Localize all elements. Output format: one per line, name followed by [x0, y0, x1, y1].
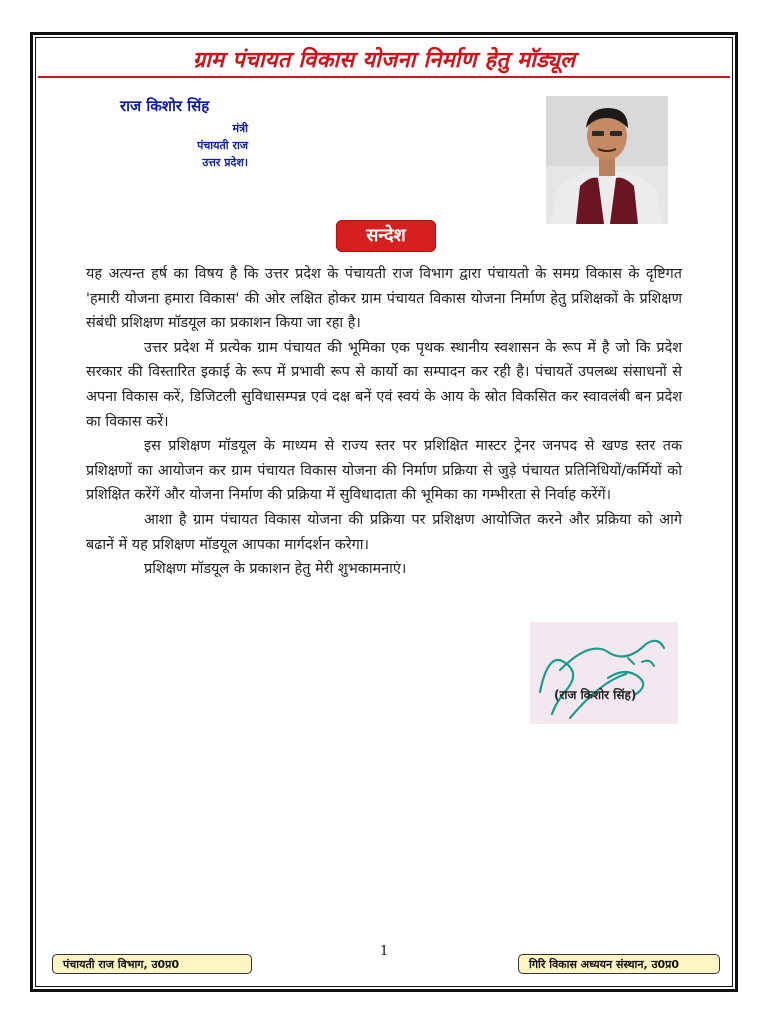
- message-body: [86, 262, 682, 582]
- footer-left-label: पंचायती राज विभाग, उ0प्र0: [52, 954, 252, 974]
- page-title: ग्राम पंचायत विकास योजना निर्माण हेतु मॉड्यूल: [192, 48, 576, 73]
- signature-scribble: [530, 622, 678, 724]
- paragraph: आशा है ग्राम पंचायत विकास योजना की प्रक्रिया पर प्रशिक्षण आयोजित करने और प्रक्रिया को आगे बढानें में यह प्रशिक्षण मॉडयूल आपका मार्गदर्शन करेगा।: [86, 511, 682, 553]
- paragraph: प्रशिक्षण मॉडयूल के प्रकाशन हेतु मेरी शुभकामनाएं।: [144, 561, 407, 578]
- minister-photo: [546, 96, 668, 224]
- minister-designation: मंत्री: [232, 122, 248, 135]
- signature-block: [530, 622, 678, 724]
- paragraph: यह अत्यन्त हर्ष का विषय है कि उत्तर प्रदेश के पंचायती राज विभाग द्वारा पंचायतो के समग्र विकास के दृष्टिगत 'हमारी योजना हमारा विकास' की ओर लक्षित होकर ग्राम पंचायत विकास योजना निर्माण हेतु प्रशिक्षकों के प्रशिक्षण संबंधी प्रशिक्षण मॉडयूल का प्रकाशन किया जा रहा है।: [86, 266, 682, 332]
- minister-state: उत्तर प्रदेश।: [202, 156, 248, 169]
- portrait-image: [546, 96, 668, 224]
- signatory-name: (राज किशोर सिंह): [554, 688, 637, 702]
- minister-block: [120, 96, 248, 171]
- minister-name: राज किशोर सिंह: [120, 97, 210, 115]
- paragraph: उत्तर प्रदेश में प्रत्येक ग्राम पंचायत की भूमिका एक पृथक स्थानीय स्वशासन के रूप में है जो कि प्रदेश सरकार की विस्तारित इकाई के रूप में प्रभावी रूप से कार्यो का सम्पादन कर रही है। पंचायतें उपलब्ध संसाधनों से अपना विकास करें, डिजिटली सुविधासम्पन्न एवं दक्ष बनें एवं स्वयं के आय के स्रोत विकसित कर स्वावलंबी बन प्रदेश का विकास करें।: [86, 339, 682, 430]
- minister-department: पंचायती राज: [197, 139, 248, 152]
- title-rule: [38, 76, 730, 78]
- footer-right-label: गिरि विकास अध्ययन संस्थान, उ0प्र0: [518, 954, 720, 974]
- page-number: 1: [380, 944, 389, 959]
- paragraph: इस प्रशिक्षण मॉडयूल के माध्यम से राज्य स्तर पर प्रशिक्षित मास्टर ट्रेनर जनपद से खण्ड स्तर तक प्रशिक्षणों का आयोजन कर ग्राम पंचायत विकास योजना की निर्माण प्रक्रिया से जुड़े पंचायत प्रतिनिधियों/कर्मियों को प्रशिक्षित करेंगें और योजना निर्माण की प्रक्रिया में सुविधादाता की भूमिका का गम्भीरता से निर्वाह करेंगें।: [86, 438, 682, 504]
- message-badge: सन्देश: [336, 220, 436, 252]
